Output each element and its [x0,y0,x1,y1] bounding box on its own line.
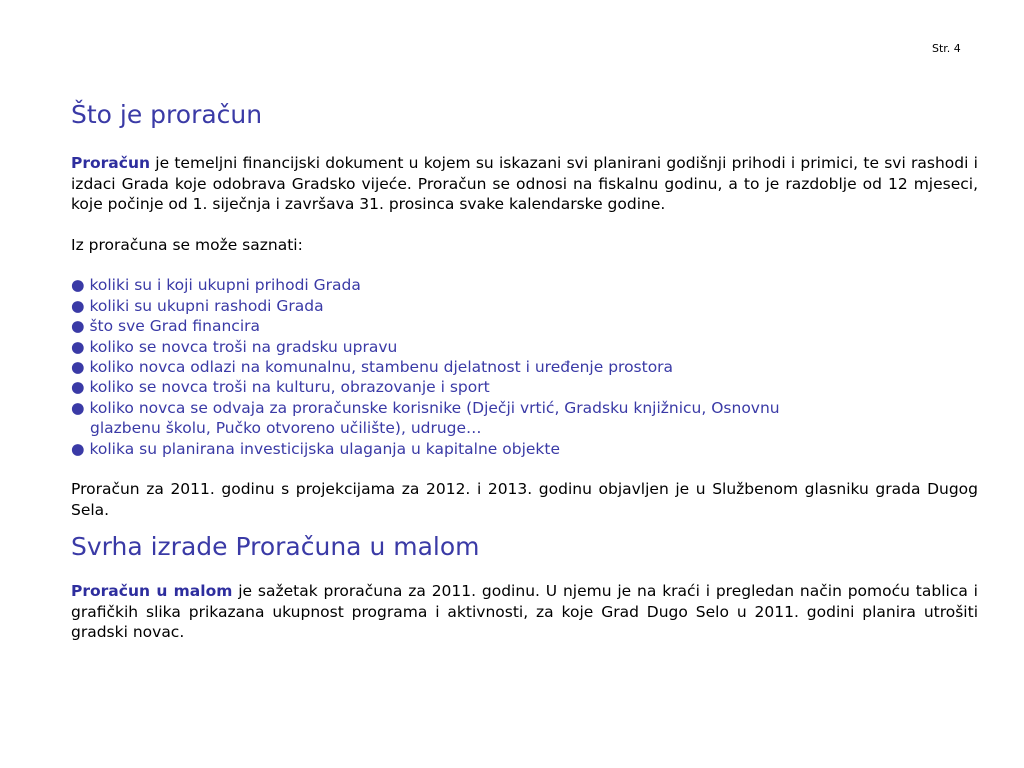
page-number: Str. 4 [932,42,961,55]
budget-info-list [71,275,978,459]
bullet-icon: ● [71,439,85,458]
list-item: ● što sve Grad financira [71,317,260,336]
budget-definition-paragraph [71,153,978,215]
bullet-icon: ● [71,337,85,356]
bullet-icon: ● [71,296,85,315]
bullet-icon: ● [71,276,85,295]
list-item: ● koliko novca se odvaja za proračunske korisnike (Dječji vrtić, Gradsku knjižnicu, Osnovnu glazbenu školu, Pučko otvoreno učilište), udruge… [71,398,780,438]
bullet-icon: ● [71,398,85,417]
section-title-purpose: Svrha izrade Proračuna u malom [71,532,480,562]
citizen-budget-paragraph [71,581,978,643]
bullet-icon: ● [71,358,85,376]
list-item: ● koliki su i koji ukupni prihodi Grada [71,276,361,295]
document-content [71,97,978,643]
list-item: ● koliko novca odlazi na komunalnu, stambenu djelatnost i uređenje prostora [71,358,674,376]
budget-definition-text: je temeljni financijski dokument u kojem su iskazani svi planirani godišnji prihodi i primici, te svi rashodi i izdaci Grada koje odobrava Gradsko vijeće. Proračun se odnosi na fiskalnu godinu, a to je razdoblje od 12 mjeseci, koje počinje od 1. siječnja i završava 31. prosinca svake kalendarske godine. [71,154,978,214]
list-item: ● kolika su planirana investicijska ulaganja u kapitalne objekte [71,439,561,458]
budget-term: Proračun [71,154,151,172]
list-item: ● koliki su ukupni rashodi Grada [71,296,324,315]
publication-note: Proračun za 2011. godinu s projekcijama za 2012. i 2013. godinu objavljen je u Službenom glasniku grada Dugog Sela. [71,480,978,519]
bullet-icon: ● [71,378,85,397]
list-item: ● koliko se novca troši na gradsku upravu [71,337,398,356]
list-lead: Iz proračuna se može saznati: [71,235,303,254]
citizen-budget-term: Proračun u malom [71,582,233,601]
citizen-budget-text: je sažetak proračuna za 2011. godinu. U njemu je na kraći i pregledan način pomoću tablica i grafičkih slika prikazana ukupnost programa i aktivnosti, za koje Grad Dugo Selo u 2011. godini planira utrošiti gradski novac. [71,582,978,642]
list-item: ● koliko se novca troši na kulturu, obrazovanje i sport [71,378,490,397]
bullet-icon: ● [71,317,85,336]
section-title-what-is-budget: Što je proračun [71,100,263,129]
